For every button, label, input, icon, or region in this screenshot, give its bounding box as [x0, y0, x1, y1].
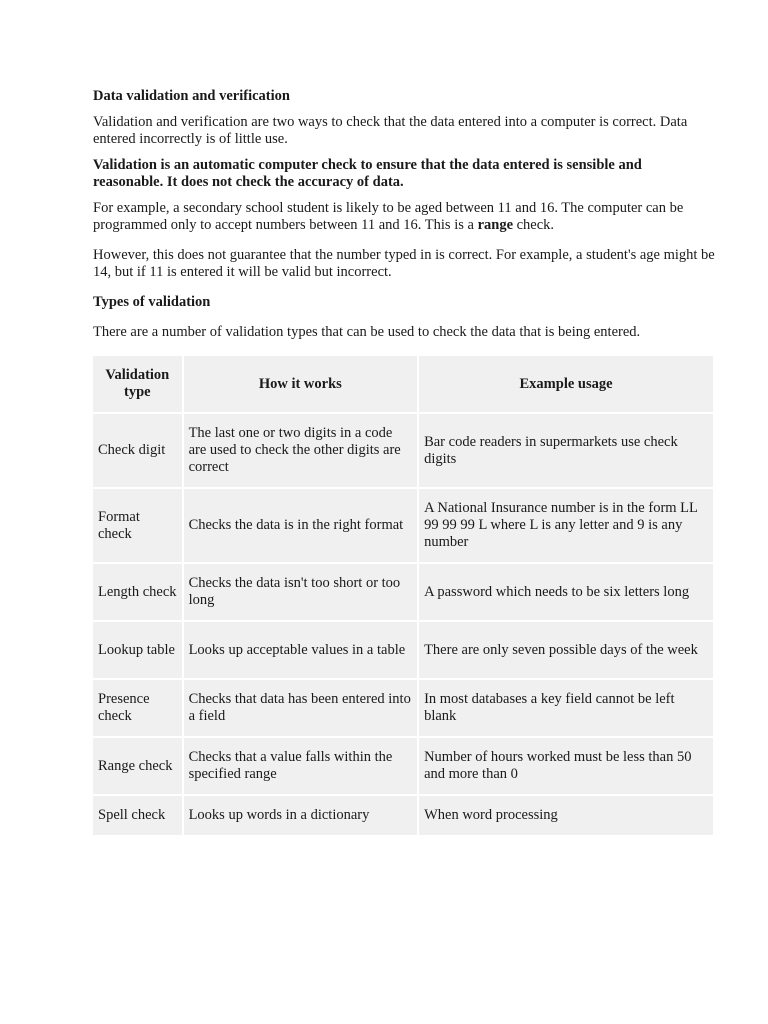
cell-how-it-works: Checks that data has been entered into a field: [184, 680, 418, 736]
page-title: Data validation and verification: [93, 88, 290, 104]
cell-example-usage: Number of hours worked must be less than 50 and more than 0: [419, 738, 713, 794]
table-row: [93, 680, 713, 736]
cell-validation-type: Format check: [93, 489, 182, 562]
cell-how-it-works: Checks the data isn't too short or too long: [184, 564, 418, 620]
cell-example-usage: A password which needs to be six letters long: [419, 564, 713, 620]
cell-validation-type: Length check: [93, 564, 182, 620]
cell-validation-type: Lookup table: [93, 622, 182, 678]
table-row: [93, 414, 713, 487]
cell-validation-type: Presence check: [93, 680, 182, 736]
example-paragraph: [93, 200, 715, 234]
cell-how-it-works: Checks that a value falls within the specified range: [184, 738, 418, 794]
cell-how-it-works: The last one or two digits in a code are used to check the other digits are correct: [184, 414, 418, 487]
table-row: [93, 622, 713, 678]
however-paragraph: However, this does not guarantee that the number typed in is correct. For example, a student's age might be 14, but if 11 is entered it will be valid but incorrect.: [93, 247, 715, 280]
types-intro-paragraph: There are a number of validation types that can be used to check the data that is being entered.: [93, 324, 641, 340]
table-row: [93, 489, 713, 562]
cell-validation-type: Spell check: [93, 796, 182, 835]
cell-example-usage: When word processing: [419, 796, 713, 835]
cell-example-usage: There are only seven possible days of the week: [419, 622, 713, 678]
validation-types-table: [91, 354, 715, 837]
cell-example-usage: In most databases a key field cannot be left blank: [419, 680, 713, 736]
cell-validation-type: Range check: [93, 738, 182, 794]
table-header-row: [93, 356, 713, 412]
cell-how-it-works: Looks up acceptable values in a table: [184, 622, 418, 678]
cell-how-it-works: Looks up words in a dictionary: [184, 796, 418, 835]
example-text-after: check.: [513, 217, 555, 233]
cell-example-usage: Bar code readers in supermarkets use check digits: [419, 414, 713, 487]
cell-example-usage: A National Insurance number is in the form LL 99 99 99 L where L is any letter and 9 is any number: [419, 489, 713, 562]
cell-how-it-works: Checks the data is in the right format: [184, 489, 418, 562]
header-validation-type: Validation type: [93, 356, 182, 412]
example-text-before: For example, a secondary school student is likely to be aged between 11 and 16. The computer can be programmed only to accept numbers between 11 and 16. This is a: [93, 200, 684, 233]
validation-definition: Validation is an automatic computer check to ensure that the data entered is sensible and reasonable. It does not check the accuracy of data.: [93, 157, 642, 190]
cell-validation-type: Check digit: [93, 414, 182, 487]
types-heading: Types of validation: [93, 294, 211, 310]
table-row: [93, 738, 713, 794]
table-row: [93, 796, 713, 835]
header-how-it-works: How it works: [184, 356, 418, 412]
example-text-bold: range: [477, 217, 513, 233]
table-row: [93, 564, 713, 620]
intro-paragraph: Validation and verification are two ways to check that the data entered into a computer is correct. Data entered incorrectly is of little use.: [93, 114, 688, 147]
header-example-usage: Example usage: [419, 356, 713, 412]
